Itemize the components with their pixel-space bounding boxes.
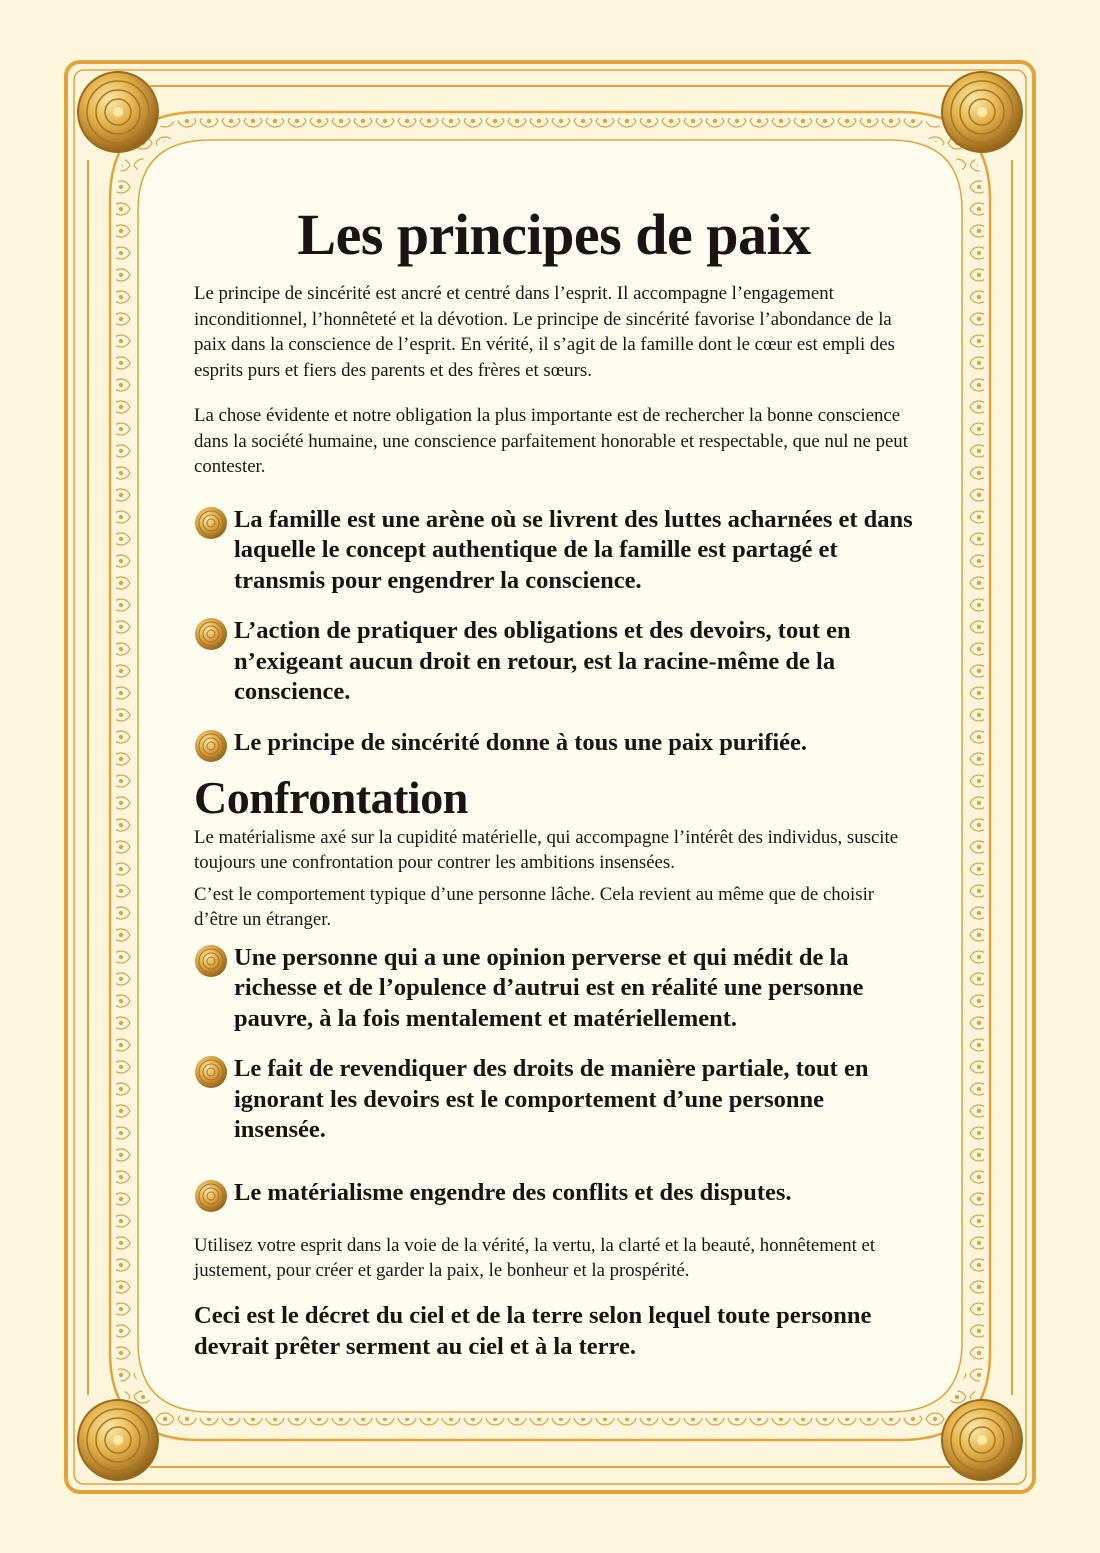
intro-paragraph: La chose évidente et notre obligation la plus importante est de rechercher la bonne conscience dans la société humaine, une conscience parfaitement honorable et respectable, que nul ne peut contester.	[194, 405, 908, 477]
decree-text: Ceci est le décret du ciel et de la terre selon lequel toute personne devrait prêter serment au ciel et à la terre.	[194, 1301, 872, 1360]
page-title: Les principes de paix	[297, 202, 811, 267]
confrontation-paragraph: Le matérialisme axé sur la cupidité matérielle, qui accompagne l’intérêt des individus, suscite toujours une confrontation pour contrer les ambitions insensées.	[194, 826, 899, 873]
gold-medallion-icon	[78, 1400, 158, 1480]
principle-text: La famille est une arène où se livrent des luttes acharnées et dans laquelle le concept authentique de la famille est partagé et transmis pour engendrer la conscience.	[234, 505, 913, 594]
gold-medallion-icon	[942, 1400, 1022, 1480]
confrontation-text: Une personne qui a une opinion perverse et qui médit de la richesse et de l’opulence d’autrui est en réalité une personne pauvre, à la fois mentalement et matériellement.	[234, 943, 864, 1032]
section-heading: Confrontation	[194, 771, 468, 823]
confrontation-item	[194, 1054, 914, 1146]
principle-text: Le principe de sincérité donne à tous une paix purifiée.	[234, 728, 808, 756]
gold-medallion-icon	[942, 72, 1022, 152]
confrontation-text: Le fait de revendiquer des droits de manière partiale, tout en ignorant les devoirs est le comportement d’une personne insensée.	[234, 1055, 869, 1143]
document-body	[194, 200, 914, 1362]
intro-paragraph: Le principe de sincérité est ancré et centré dans l’esprit. Il accompagne l’engagement inconditionnel, l’honnêteté et la dévotion. Le principe de sincérité favorise l’abondance de la paix dans la conscience de l’esprit. En vérité, il s’agit de la famille dont le cœur est empli des esprits purs et fiers des parents et des frères et sœurs.	[194, 283, 895, 381]
gold-coin-icon	[194, 506, 228, 540]
gold-coin-icon	[194, 729, 228, 763]
principle-item	[194, 728, 914, 763]
gold-coin-icon	[194, 944, 228, 978]
gold-medallion-icon	[78, 72, 158, 152]
closing-paragraph: Utilisez votre esprit dans la voie de la vérité, la vertu, la clarté et la beauté, honnêtement et justement, pour créer et garder la paix, le bonheur et la prospérité.	[194, 1234, 876, 1281]
confrontation-paragraph: C’est le comportement typique d’une personne lâche. Cela revient au même que de choisir d’être un étranger.	[194, 883, 875, 930]
principle-item	[194, 505, 914, 597]
principle-item	[194, 616, 914, 708]
confrontation-item	[194, 1178, 914, 1213]
gold-coin-icon	[194, 617, 228, 651]
confrontation-item	[194, 943, 914, 1035]
confrontation-text: Le matérialisme engendre des conflits et des disputes.	[234, 1178, 792, 1206]
gold-coin-icon	[194, 1055, 228, 1089]
gold-coin-icon	[194, 1179, 228, 1213]
principle-text: L’action de pratiquer des obligations et des devoirs, tout en n’exigeant aucun droit en retour, est la racine-même de la conscience.	[234, 617, 851, 705]
